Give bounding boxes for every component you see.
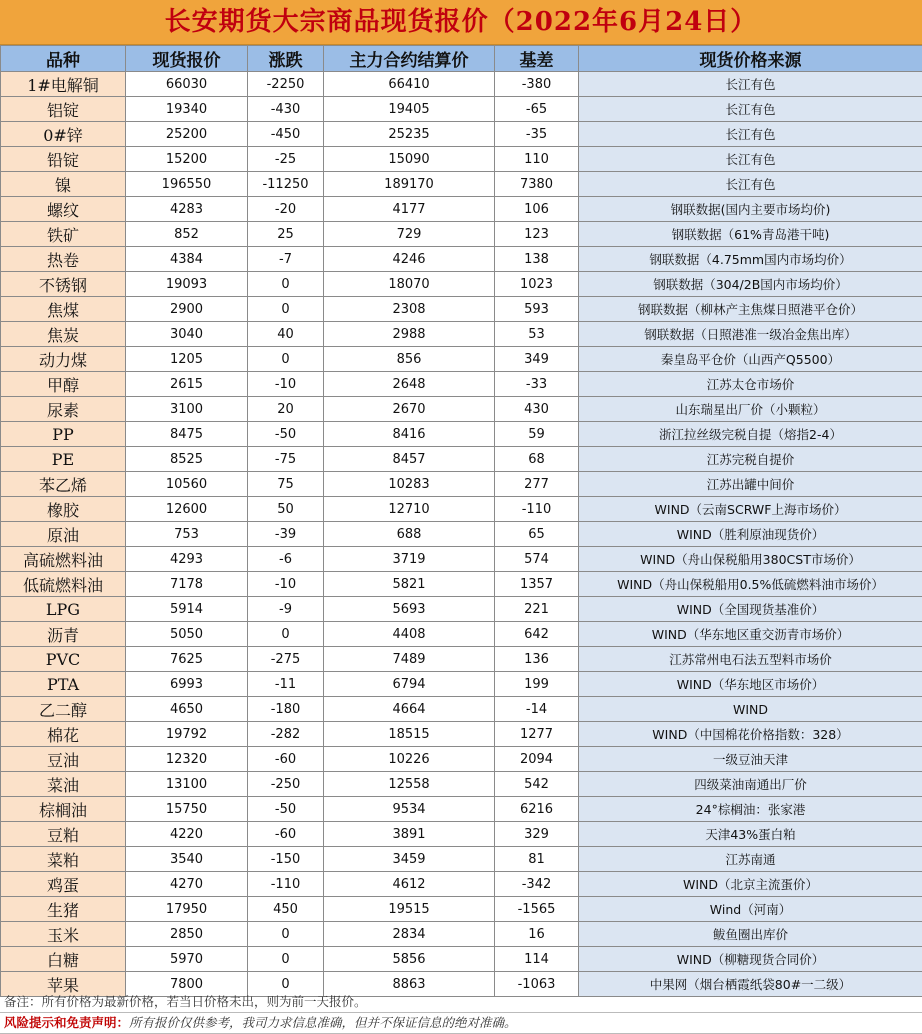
change-cell: 450 <box>248 897 324 922</box>
settle-price-cell: 19515 <box>324 897 495 922</box>
commodity-cell: 鸡蛋 <box>1 872 126 897</box>
change-cell: 40 <box>248 322 324 347</box>
table-row <box>1 747 922 772</box>
spot-price-cell: 7625 <box>126 647 248 672</box>
table-row <box>1 897 922 922</box>
change-cell: -39 <box>248 522 324 547</box>
price-source-cell: WIND（云南SCRWF上海市场价） <box>579 497 922 522</box>
price-source-cell: 长江有色 <box>579 72 922 97</box>
price-source-cell: WIND（全国现货基准价） <box>579 597 922 622</box>
table-row <box>1 622 922 647</box>
price-source-cell: 中果网（烟台栖霞纸袋80#一二级） <box>579 972 922 997</box>
settle-price-cell: 12558 <box>324 772 495 797</box>
change-cell: -11 <box>248 672 324 697</box>
change-cell: -20 <box>248 197 324 222</box>
table-row <box>1 647 922 672</box>
spot-price-cell: 19340 <box>126 97 248 122</box>
spot-price-cell: 13100 <box>126 772 248 797</box>
basis-cell: -110 <box>495 497 579 522</box>
price-source-cell: 江苏太仓市场价 <box>579 372 922 397</box>
spot-price-cell: 4220 <box>126 822 248 847</box>
table-row <box>1 197 922 222</box>
spot-price-cell: 8525 <box>126 447 248 472</box>
table-row <box>1 147 922 172</box>
change-cell: -60 <box>248 747 324 772</box>
change-cell: -6 <box>248 547 324 572</box>
change-cell: -7 <box>248 247 324 272</box>
table-row <box>1 572 922 597</box>
change-cell: 0 <box>248 272 324 297</box>
settle-price-cell: 4612 <box>324 872 495 897</box>
commodity-cell: 苹果 <box>1 972 126 997</box>
settle-price-cell: 10226 <box>324 747 495 772</box>
settle-price-cell: 15090 <box>324 147 495 172</box>
basis-cell: 16 <box>495 922 579 947</box>
change-cell: 0 <box>248 922 324 947</box>
spot-price-cell: 1205 <box>126 347 248 372</box>
basis-cell: 81 <box>495 847 579 872</box>
price-source-cell: 江苏出罐中间价 <box>579 472 922 497</box>
settle-price-cell: 3459 <box>324 847 495 872</box>
change-cell: -250 <box>248 772 324 797</box>
settle-price-cell: 5821 <box>324 572 495 597</box>
spot-price-cell: 4283 <box>126 197 248 222</box>
settle-price-cell: 12710 <box>324 497 495 522</box>
settle-price-cell: 856 <box>324 347 495 372</box>
price-source-cell: WIND（中国棉花价格指数：328） <box>579 722 922 747</box>
settle-price-cell: 2988 <box>324 322 495 347</box>
table-row <box>1 372 922 397</box>
table-row <box>1 497 922 522</box>
settle-price-cell: 18070 <box>324 272 495 297</box>
change-cell: -430 <box>248 97 324 122</box>
settle-price-cell: 729 <box>324 222 495 247</box>
price-table <box>0 45 922 997</box>
settle-price-cell: 66410 <box>324 72 495 97</box>
spot-price-cell: 7800 <box>126 972 248 997</box>
basis-cell: 221 <box>495 597 579 622</box>
price-source-cell: 鲅鱼圈出库价 <box>579 922 922 947</box>
settle-price-cell: 5693 <box>324 597 495 622</box>
commodity-cell: 豆油 <box>1 747 126 772</box>
basis-cell: 430 <box>495 397 579 422</box>
table-row <box>1 772 922 797</box>
commodity-cell: 棕榈油 <box>1 797 126 822</box>
spot-price-cell: 8475 <box>126 422 248 447</box>
commodity-cell: PTA <box>1 672 126 697</box>
table-row <box>1 247 922 272</box>
table-row <box>1 472 922 497</box>
price-source-cell: 四级菜油南通出厂价 <box>579 772 922 797</box>
commodity-cell: 0#锌 <box>1 122 126 147</box>
basis-cell: 65 <box>495 522 579 547</box>
price-source-cell: Wind（河南） <box>579 897 922 922</box>
basis-cell: 199 <box>495 672 579 697</box>
settle-price-cell: 3719 <box>324 547 495 572</box>
basis-cell: 2094 <box>495 747 579 772</box>
table-row <box>1 397 922 422</box>
settle-price-cell: 9534 <box>324 797 495 822</box>
change-cell: 75 <box>248 472 324 497</box>
settle-price-cell: 4246 <box>324 247 495 272</box>
commodity-cell: 螺纹 <box>1 197 126 222</box>
commodity-cell: 镍 <box>1 172 126 197</box>
settle-price-cell: 8416 <box>324 422 495 447</box>
change-cell: -180 <box>248 697 324 722</box>
change-cell: 0 <box>248 947 324 972</box>
table-row <box>1 347 922 372</box>
commodity-cell: 苯乙烯 <box>1 472 126 497</box>
commodity-cell: 热卷 <box>1 247 126 272</box>
table-row <box>1 422 922 447</box>
spot-price-cell: 2900 <box>126 297 248 322</box>
change-cell: -9 <box>248 597 324 622</box>
table-row <box>1 272 922 297</box>
basis-cell: 68 <box>495 447 579 472</box>
header-settle-price: 主力合约结算价 <box>324 46 495 72</box>
change-cell: 0 <box>248 972 324 997</box>
commodity-cell: 铁矿 <box>1 222 126 247</box>
commodity-cell: 动力煤 <box>1 347 126 372</box>
page-title: 长安期货大宗商品现货报价（2022年6月24日） <box>0 0 922 45</box>
settle-price-cell: 688 <box>324 522 495 547</box>
basis-cell: 106 <box>495 197 579 222</box>
change-cell: 0 <box>248 297 324 322</box>
spot-price-cell: 3540 <box>126 847 248 872</box>
price-source-cell: 长江有色 <box>579 147 922 172</box>
settle-price-cell: 18515 <box>324 722 495 747</box>
basis-cell: -35 <box>495 122 579 147</box>
change-cell: -50 <box>248 422 324 447</box>
price-source-cell: 长江有色 <box>579 172 922 197</box>
table-row <box>1 722 922 747</box>
basis-cell: 574 <box>495 547 579 572</box>
table-row <box>1 122 922 147</box>
price-source-cell: 钢联数据（柳林产主焦煤日照港平仓价） <box>579 297 922 322</box>
change-cell: 25 <box>248 222 324 247</box>
commodity-cell: 低硫燃料油 <box>1 572 126 597</box>
table-row <box>1 447 922 472</box>
basis-cell: 329 <box>495 822 579 847</box>
commodity-cell: LPG <box>1 597 126 622</box>
table-row <box>1 72 922 97</box>
settle-price-cell: 4408 <box>324 622 495 647</box>
price-source-cell: 长江有色 <box>579 122 922 147</box>
spot-price-cell: 4293 <box>126 547 248 572</box>
spot-price-cell: 2615 <box>126 372 248 397</box>
table-row <box>1 97 922 122</box>
basis-cell: -342 <box>495 872 579 897</box>
settle-price-cell: 2834 <box>324 922 495 947</box>
table-row <box>1 947 922 972</box>
risk-text: 所有报价仅供参考，我司力求信息准确，但并不保证信息的绝对准确。 <box>129 1015 517 1030</box>
spot-price-cell: 2850 <box>126 922 248 947</box>
basis-cell: 277 <box>495 472 579 497</box>
price-source-cell: 24°棕榈油：张家港 <box>579 797 922 822</box>
commodity-cell: 菜油 <box>1 772 126 797</box>
change-cell: -2250 <box>248 72 324 97</box>
commodity-cell: 铝锭 <box>1 97 126 122</box>
price-source-cell: WIND（北京主流蛋价） <box>579 872 922 897</box>
basis-cell: -33 <box>495 372 579 397</box>
commodity-cell: 尿素 <box>1 397 126 422</box>
commodity-cell: 原油 <box>1 522 126 547</box>
spot-price-cell: 19792 <box>126 722 248 747</box>
spot-price-cell: 6993 <box>126 672 248 697</box>
price-source-cell: WIND（胜利原油现货价） <box>579 522 922 547</box>
header-basis: 基差 <box>495 46 579 72</box>
settle-price-cell: 7489 <box>324 647 495 672</box>
price-source-cell: 钢联数据（4.75mm国内市场均价） <box>579 247 922 272</box>
settle-price-cell: 8863 <box>324 972 495 997</box>
table-row <box>1 872 922 897</box>
change-cell: 0 <box>248 622 324 647</box>
settle-price-cell: 4177 <box>324 197 495 222</box>
price-source-cell: 钢联数据（日照港准一级冶金焦出库） <box>579 322 922 347</box>
price-source-cell: WIND（舟山保税船用380CST市场价） <box>579 547 922 572</box>
change-cell: -60 <box>248 822 324 847</box>
settle-price-cell: 19405 <box>324 97 495 122</box>
commodity-cell: 菜粕 <box>1 847 126 872</box>
table-row <box>1 547 922 572</box>
price-source-cell: WIND（舟山保税船用0.5%低硫燃料油市场价） <box>579 572 922 597</box>
settle-price-cell: 10283 <box>324 472 495 497</box>
table-body <box>1 72 922 997</box>
change-cell: -275 <box>248 647 324 672</box>
settle-price-cell: 189170 <box>324 172 495 197</box>
commodity-cell: PVC <box>1 647 126 672</box>
commodity-cell: 豆粕 <box>1 822 126 847</box>
basis-cell: -65 <box>495 97 579 122</box>
commodity-cell: 不锈钢 <box>1 272 126 297</box>
change-cell: -10 <box>248 372 324 397</box>
change-cell: -75 <box>248 447 324 472</box>
spot-price-cell: 3040 <box>126 322 248 347</box>
basis-cell: 110 <box>495 147 579 172</box>
basis-cell: 59 <box>495 422 579 447</box>
basis-cell: 1023 <box>495 272 579 297</box>
change-cell: -50 <box>248 797 324 822</box>
table-row <box>1 672 922 697</box>
basis-cell: -1063 <box>495 972 579 997</box>
settle-price-cell: 5856 <box>324 947 495 972</box>
commodity-cell: 玉米 <box>1 922 126 947</box>
spot-price-cell: 19093 <box>126 272 248 297</box>
settle-price-cell: 8457 <box>324 447 495 472</box>
price-source-cell: WIND（柳糖现货合同价） <box>579 947 922 972</box>
spot-price-cell: 12600 <box>126 497 248 522</box>
commodity-cell: 焦炭 <box>1 322 126 347</box>
header-spot-price: 现货报价 <box>126 46 248 72</box>
basis-cell: 1357 <box>495 572 579 597</box>
commodity-cell: 甲醇 <box>1 372 126 397</box>
price-source-cell: 钢联数据（61%青岛港干吨) <box>579 222 922 247</box>
commodity-cell: 高硫燃料油 <box>1 547 126 572</box>
basis-cell: -14 <box>495 697 579 722</box>
spot-price-cell: 66030 <box>126 72 248 97</box>
table-row <box>1 222 922 247</box>
spot-price-cell: 3100 <box>126 397 248 422</box>
spot-price-cell: 7178 <box>126 572 248 597</box>
spot-price-cell: 753 <box>126 522 248 547</box>
table-row <box>1 847 922 872</box>
price-source-cell: 长江有色 <box>579 97 922 122</box>
table-row <box>1 522 922 547</box>
settle-price-cell: 3891 <box>324 822 495 847</box>
table-header-row <box>1 46 922 72</box>
table-row <box>1 297 922 322</box>
commodity-cell: 白糖 <box>1 947 126 972</box>
header-price-source: 现货价格来源 <box>579 46 922 72</box>
header-change: 涨跌 <box>248 46 324 72</box>
commodity-cell: PP <box>1 422 126 447</box>
change-cell: -11250 <box>248 172 324 197</box>
basis-cell: 642 <box>495 622 579 647</box>
commodity-cell: 橡胶 <box>1 497 126 522</box>
spot-price-cell: 196550 <box>126 172 248 197</box>
basis-cell: 53 <box>495 322 579 347</box>
change-cell: 20 <box>248 397 324 422</box>
settle-price-cell: 25235 <box>324 122 495 147</box>
change-cell: -450 <box>248 122 324 147</box>
basis-cell: 349 <box>495 347 579 372</box>
spot-price-cell: 5914 <box>126 597 248 622</box>
basis-cell: 114 <box>495 947 579 972</box>
change-cell: -25 <box>248 147 324 172</box>
price-source-cell: 钢联数据（304/2B国内市场均价） <box>579 272 922 297</box>
settle-price-cell: 2670 <box>324 397 495 422</box>
change-cell: 50 <box>248 497 324 522</box>
spot-price-cell: 4270 <box>126 872 248 897</box>
settle-price-cell: 2308 <box>324 297 495 322</box>
commodity-cell: PE <box>1 447 126 472</box>
footer-note: 备注：所有价格为最新价格，若当日价格未出，则为前一天报价。 <box>0 992 922 1013</box>
table-row <box>1 322 922 347</box>
basis-cell: 136 <box>495 647 579 672</box>
footer-notes <box>0 992 922 1034</box>
commodity-cell: 乙二醇 <box>1 697 126 722</box>
basis-cell: 593 <box>495 297 579 322</box>
spot-price-cell: 4384 <box>126 247 248 272</box>
commodity-cell: 1#电解铜 <box>1 72 126 97</box>
risk-disclaimer <box>0 1013 922 1034</box>
settle-price-cell: 6794 <box>324 672 495 697</box>
basis-cell: 542 <box>495 772 579 797</box>
table-row <box>1 922 922 947</box>
spot-price-cell: 10560 <box>126 472 248 497</box>
table-row <box>1 172 922 197</box>
basis-cell: 6216 <box>495 797 579 822</box>
commodity-cell: 焦煤 <box>1 297 126 322</box>
price-source-cell: 江苏常州电石法五型料市场价 <box>579 647 922 672</box>
table-row <box>1 822 922 847</box>
price-source-cell: 秦皇岛平仓价（山西产Q5500） <box>579 347 922 372</box>
price-source-cell: 山东瑞星出厂价（小颗粒） <box>579 397 922 422</box>
spot-price-cell: 17950 <box>126 897 248 922</box>
table-row <box>1 697 922 722</box>
spot-price-cell: 15200 <box>126 147 248 172</box>
price-source-cell: 浙江拉丝级完税自提（熔指2-4） <box>579 422 922 447</box>
settle-price-cell: 4664 <box>324 697 495 722</box>
change-cell: -10 <box>248 572 324 597</box>
commodity-cell: 棉花 <box>1 722 126 747</box>
spot-price-cell: 25200 <box>126 122 248 147</box>
spot-price-cell: 4650 <box>126 697 248 722</box>
basis-cell: -380 <box>495 72 579 97</box>
basis-cell: 1277 <box>495 722 579 747</box>
price-source-cell: WIND <box>579 697 922 722</box>
price-source-cell: WIND（华东地区市场价） <box>579 672 922 697</box>
price-source-cell: 天津43%蛋白粕 <box>579 822 922 847</box>
price-source-cell: 钢联数据(国内主要市场均价) <box>579 197 922 222</box>
header-commodity: 品种 <box>1 46 126 72</box>
change-cell: -110 <box>248 872 324 897</box>
settle-price-cell: 2648 <box>324 372 495 397</box>
commodity-cell: 生猪 <box>1 897 126 922</box>
change-cell: -282 <box>248 722 324 747</box>
spot-price-cell: 5050 <box>126 622 248 647</box>
commodity-cell: 铅锭 <box>1 147 126 172</box>
change-cell: -150 <box>248 847 324 872</box>
basis-cell: -1565 <box>495 897 579 922</box>
commodity-cell: 沥青 <box>1 622 126 647</box>
change-cell: 0 <box>248 347 324 372</box>
basis-cell: 7380 <box>495 172 579 197</box>
basis-cell: 138 <box>495 247 579 272</box>
spot-price-cell: 12320 <box>126 747 248 772</box>
price-source-cell: 江苏完税自提价 <box>579 447 922 472</box>
table-row <box>1 597 922 622</box>
price-source-cell: 一级豆油天津 <box>579 747 922 772</box>
price-source-cell: 江苏南通 <box>579 847 922 872</box>
spot-price-cell: 852 <box>126 222 248 247</box>
price-source-cell: WIND（华东地区重交沥青市场价） <box>579 622 922 647</box>
table-row <box>1 797 922 822</box>
spot-price-cell: 5970 <box>126 947 248 972</box>
spot-price-cell: 15750 <box>126 797 248 822</box>
basis-cell: 123 <box>495 222 579 247</box>
risk-label: 风险提示和免责声明： <box>4 1015 129 1030</box>
